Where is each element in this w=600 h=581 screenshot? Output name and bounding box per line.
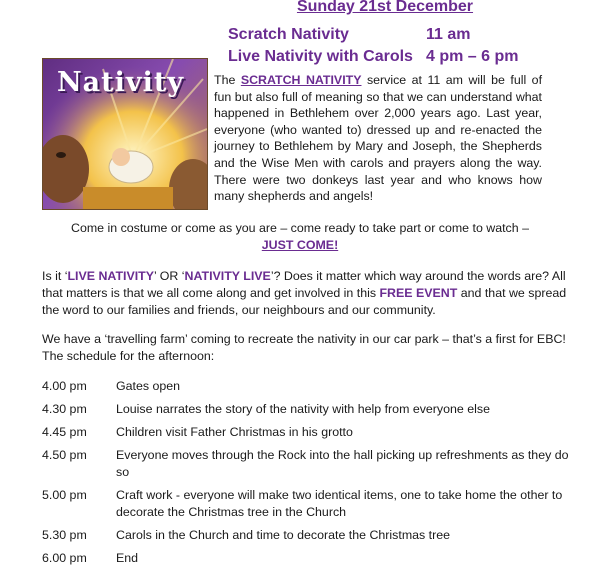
event-live-nativity xyxy=(228,48,519,66)
scratch-nativity-link: SCRATCH NATIVITY xyxy=(240,73,362,87)
event-time: 4 pm – 6 pm xyxy=(426,48,519,65)
schedule-row: 4.50 pm Everyone moves through the Rock into the hall picking up refreshments as they do so xyxy=(42,448,569,479)
free-event-label: FREE EVENT xyxy=(379,286,458,300)
schedule-row: 4.45 pm Children visit Father Christmas in his grotto xyxy=(42,425,353,439)
event-time: 11 am xyxy=(426,26,471,43)
schedule-row: 6.00 pm End xyxy=(42,551,139,565)
event-name: Scratch Nativity xyxy=(228,26,349,43)
just-come-emphasis: JUST COME! xyxy=(261,238,339,252)
date-heading: Sunday 21st December xyxy=(296,0,474,15)
event-scratch-nativity xyxy=(228,26,471,44)
schedule-list xyxy=(42,378,572,573)
image-title: Nativity xyxy=(57,67,185,98)
travelling-farm-paragraph: We have a ‘travelling farm’ coming to recreate the nativity in our car park – that’s a first for EBC! The schedule for the afternoon: xyxy=(42,332,566,363)
nativity-illustration xyxy=(42,58,208,210)
live-nativity-label: LIVE NATIVITY xyxy=(67,269,154,283)
costume-text: Come in costume or come as you are – come ready to take part or come to watch – xyxy=(71,221,529,235)
schedule-row: 4.00 pm Gates open xyxy=(42,379,181,393)
intro-paragraph: The SCRATCH NATIVITY service at 11 am will be full of fun but also full of meaning so that we can understand what happened in Bethlehem over 2,000 years ago. Last year, everyone (who wanted to) dressed up and re-enacted the journey to Bethlehem by Mary and Joseph, the Shepherds and the Wise Men with carols and prayers along the way. There were two donkeys last year and who knows how many shepherds and angels! xyxy=(214,73,543,204)
live-nativity-paragraph: Is it ‘LIVE NATIVITY’ OR ‘NATIVITY LIVE’? Does it matter which way around the words are? All that matters is that we all come along and get involved in this FREE EVENT and that we spread the word to our families and friends, our neighbours and our community. xyxy=(42,269,567,317)
schedule-row: 4.30 pm Louise narrates the story of the nativity with help from everyone else xyxy=(42,402,490,416)
schedule-row: 5.30 pm Carols in the Church and time to decorate the Christmas tree xyxy=(42,528,451,542)
nativity-live-label: NATIVITY LIVE xyxy=(184,269,271,283)
schedule-row: 5.00 pm Craft work - everyone will make two identical items, one to take home the other to decorate the Christmas tree in the Church xyxy=(42,488,563,519)
event-name: Live Nativity with Carols xyxy=(228,48,413,65)
costume-line xyxy=(0,220,600,254)
